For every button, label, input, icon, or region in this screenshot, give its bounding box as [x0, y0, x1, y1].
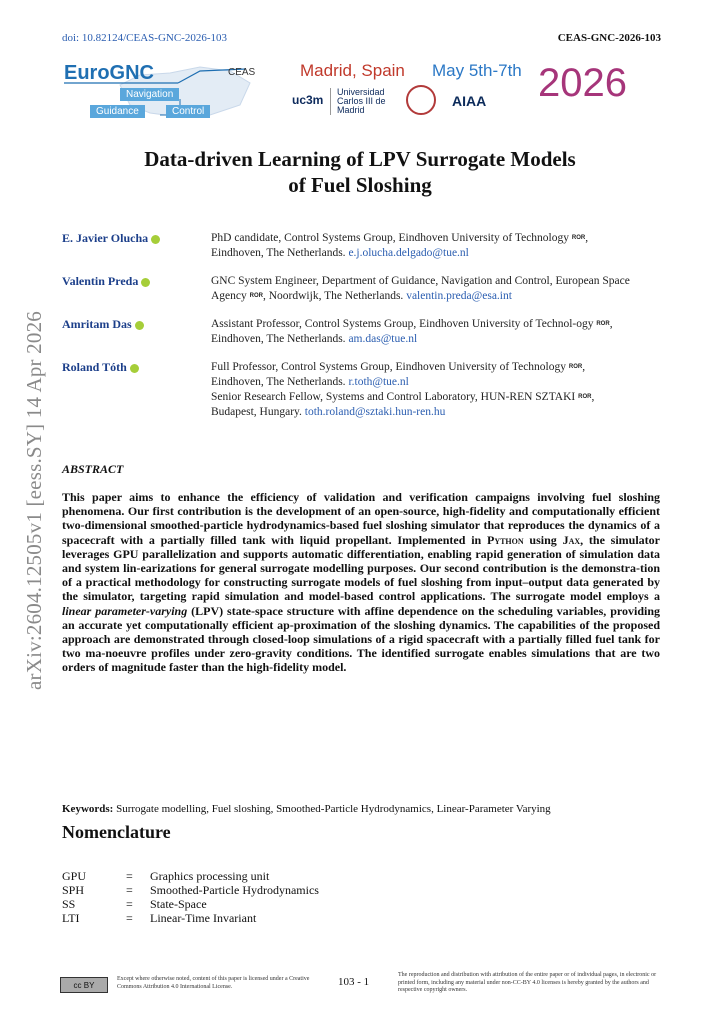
reproduction-note: The reproduction and distribution with attribution of the entire paper or of individual pages, in electronic or printed form, including any material under non-CC-BY 4.0 licenses is hereby granted by the authors and respective copyright owners. — [398, 972, 657, 993]
university-seal-icon — [406, 85, 436, 115]
title-line-1: Data-driven Learning of LPV Surrogate Models — [144, 147, 576, 171]
author-name[interactable]: E. Javier Olucha — [62, 231, 160, 246]
conference-location: Madrid, Spain — [300, 61, 405, 80]
doi-link[interactable]: doi: 10.82124/CEAS-GNC-2026-103 — [62, 32, 227, 44]
navigation-box: Navigation — [120, 88, 179, 101]
cc-by-badge-icon[interactable]: cc BY — [60, 977, 108, 993]
ror-icon[interactable]: ROR — [249, 293, 263, 299]
university-logo: Universidad Carlos III de Madrid — [330, 88, 390, 115]
email-link[interactable]: e.j.olucha.delgado@tue.nl — [348, 247, 469, 260]
ceas-logo: CEAS — [228, 67, 256, 78]
email-link[interactable]: am.das@tue.nl — [348, 333, 418, 346]
arxiv-id: arXiv:2604.12505v1 [eess.SY] 14 Apr 2026 — [21, 310, 46, 690]
ror-icon[interactable]: ROR — [568, 364, 583, 370]
ror-icon[interactable]: ROR — [571, 235, 586, 241]
email-link[interactable]: toth.roland@sztaki.hun-ren.hu — [304, 406, 446, 419]
author-name[interactable]: Amritam Das — [62, 317, 144, 332]
email-link[interactable]: r.toth@tue.nl — [348, 376, 409, 389]
nomenclature-row: SS = State-Space — [62, 897, 207, 911]
paper-title — [80, 146, 640, 198]
uc3m-logo: uc3m — [292, 93, 324, 107]
nomenclature-row: LTI = Linear-Time Invariant — [62, 911, 257, 925]
orcid-icon[interactable] — [151, 235, 160, 244]
author-name[interactable]: Roland Tóth — [62, 360, 139, 375]
conference-year: 2026 — [538, 61, 627, 105]
nomenclature-table — [62, 869, 319, 925]
orcid-icon[interactable] — [130, 364, 139, 373]
author-affiliation: Full Professor, Control Systems Group, Eindhoven University of Technology ROR, Eindhoven, The Netherlands. r.toth@tue.nl Senior Research Fellow, Systems and Control Laboratory, HUN-REN SZTAKI ROR, Budapest, Hungary. toth.roland@sztaki.hun-ren.hu — [211, 361, 595, 419]
aiaa-logo: AIAA — [452, 93, 487, 109]
nomenclature-row: SPH = Smoothed-Particle Hydrodynamics — [62, 883, 319, 897]
author-affiliation: Assistant Professor, Control Systems Group, Eindhoven University of Technol-ogy ROR, Eindhoven, The Netherlands. am.das@tue.nl — [211, 318, 613, 346]
abstract-body: This paper aims to enhance the efficiency of validation and verification campaigns involving fuel sloshing phenomena. Our first contribution is the development of an open-source, high-fidelity and computationally efficient two-dimensional smoothed-particle hydrodynamics-based fuel sloshing simulator that reproduces the dynamics of a spacecraft with a partially filled tank with liquid propellant. Implemented in Python using Jax, the simulator leverages GPU parallelization and supports automatic differentiation, enabling rapid generation of simulation data and system lin-earizations for general surrogate modelling purposes. Our second contribution is the demonstra-tion of a practical methodology for constructing surrogate models of fuel sloshing from input–output data generated by the simulator, targeting rapid simulation and model-based control applications. The surrogate model employs a linear parameter-varying (LPV) state-space structure with affine dependence on the scheduling variables, providing an accurate yet computationally efficient ap-proximation of the sloshing dynamics. The capabilities of the proposed approach are demonstrated through closed-loop simulations of a rigid spacecraft with a partially filled fuel tank for two ma-noeuvre profiles under zero-gravity conditions. The identified surrogate enables simulations that are two orders of magnitude faster than the high-fidelity model. — [62, 490, 661, 675]
control-box: Control — [166, 105, 210, 118]
author-name[interactable]: Valentin Preda — [62, 274, 150, 289]
eurognc-logo: EuroGNC — [64, 62, 154, 84]
guidance-box: Guidance — [90, 105, 145, 118]
orcid-icon[interactable] — [135, 321, 144, 330]
license-note: Except where otherwise noted, content of this paper is licensed under a Creative Commons Attribution 4.0 International License. — [117, 976, 310, 990]
nomenclature-row: GPU = Graphics processing unit — [62, 869, 270, 883]
conference-banner — [60, 55, 660, 125]
title-line-2: of Fuel Sloshing — [288, 173, 432, 197]
page-number: 103 - 1 — [338, 976, 370, 988]
arxiv-sidebar — [14, 250, 54, 750]
author-affiliation: PhD candidate, Control Systems Group, Eindhoven University of Technology ROR, Eindhoven, The Netherlands. e.j.olucha.delgado@tue.nl — [211, 232, 589, 260]
ror-icon[interactable]: ROR — [578, 394, 592, 401]
nomenclature-heading: Nomenclature — [62, 822, 171, 842]
keywords: Keywords: Surrogate modelling, Fuel sloshing, Smoothed-Particle Hydrodynamics, Linear-Parameter Varying — [62, 803, 551, 815]
ror-icon[interactable]: ROR — [596, 321, 610, 327]
conference-dates: May 5th-7th — [432, 61, 522, 80]
author-affiliation: GNC System Engineer, Department of Guidance, Navigation and Control, European Space Agency ROR, Noordwijk, The Netherlands. valentin.preda@esa.int — [211, 275, 630, 303]
email-link[interactable]: valentin.preda@esa.int — [406, 290, 512, 303]
orcid-icon[interactable] — [141, 278, 150, 287]
abstract-heading: ABSTRACT — [62, 462, 124, 476]
paper-code: CEAS-GNC-2026-103 — [557, 32, 661, 44]
